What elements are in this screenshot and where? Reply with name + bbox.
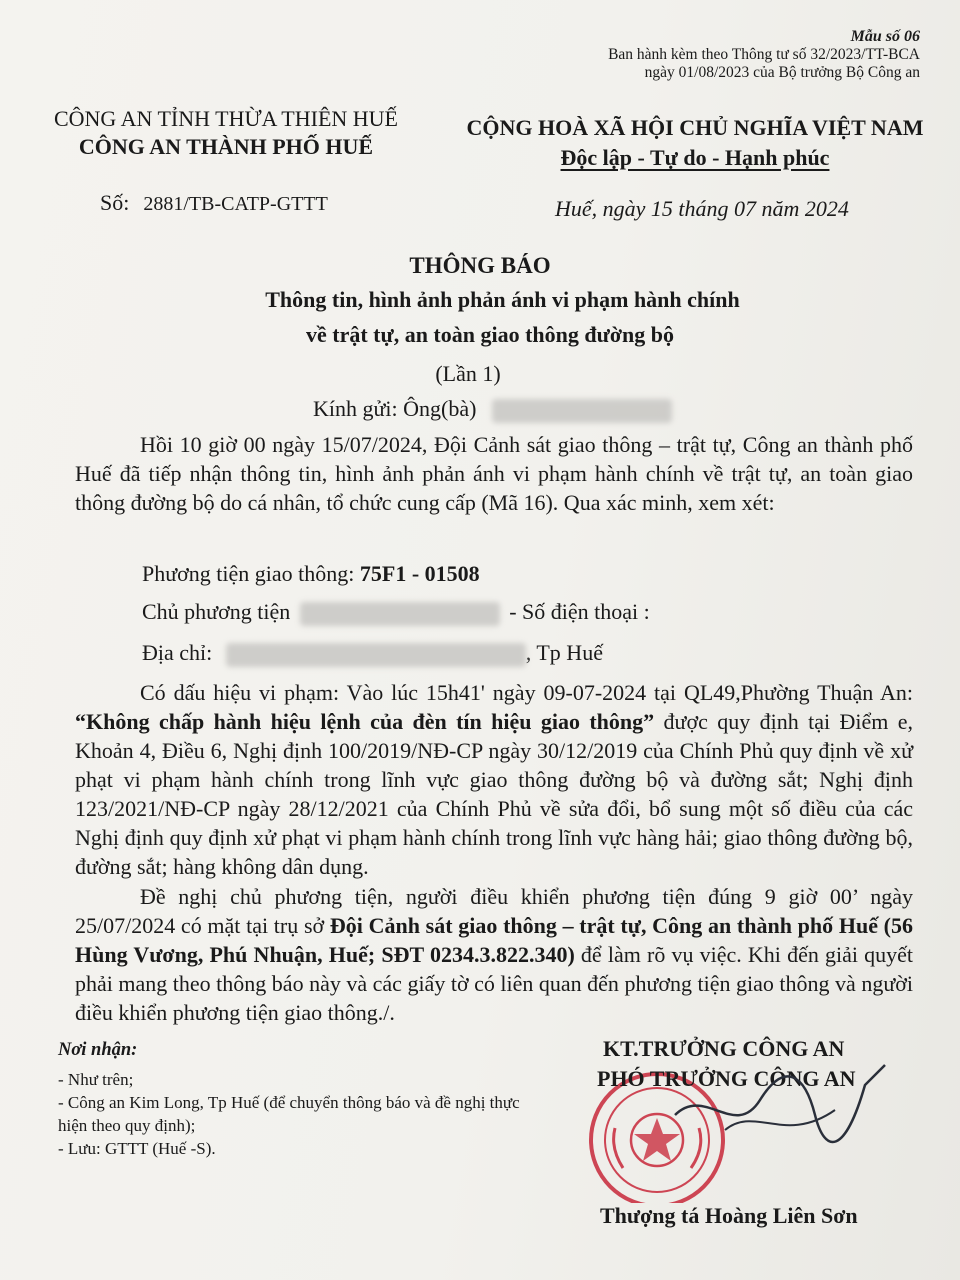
document-subtitle-2: về trật tự, an toàn giao thông đường bộ <box>305 322 674 347</box>
summons-text-1: Đề nghị chủ phương tiện, người điều khiển phương tiện đúng 9 giờ 00’ ngày 25/07/2024 có mặt tại trụ sở <box>75 884 913 938</box>
paragraph-violation <box>75 678 913 881</box>
summons-office: Đội Cảnh sát giao thông – trật tự, Công an thành phố Huế (56 Hùng Vương, Phú Nhuận, Huế; SĐT 0234.3.822.340) <box>75 913 914 967</box>
document-number-label: Số: <box>100 190 130 215</box>
summons-text-2: để làm rõ vụ việc. Khi đến giải quyết phải mang theo thông báo này và các giấy tờ có liên quan đến phương tiện giao thông và người điều khiển phương tiện giao thông./. <box>75 942 914 1025</box>
document-title: THÔNG BÁO <box>409 253 551 278</box>
issuing-agency <box>40 105 412 161</box>
violation-text-2: được quy định tại Điểm e, Khoản 4, Điều 6, Nghị định 100/2019/NĐ-CP ngày 30/12/2019 của Chính Phủ quy định về xử phạt vi phạm hành chính trong lĩnh vực giao thông đường bộ và đường sắt; Nghị định 123/2021/NĐ-CP ngày 28/12/2021 của Chính Phủ về sửa đổi, bổ sung một số điều của các Nghị định quy định xử phạt vi phạm hành chính trong lĩnh vực hàng hải; giao thông đường bộ, đường sắt; hàng không dân dụng. <box>75 709 913 879</box>
address-label: Địa chỉ: <box>142 640 213 665</box>
signature-title-2: PHÓ TRƯỞNG CÔNG AN <box>597 1066 856 1091</box>
redacted-name <box>492 399 672 423</box>
form-issued-line1: Ban hành kèm theo Thông tư số 32/2023/TT-BCA <box>608 46 920 63</box>
owner-phone-label: - Số điện thoại : <box>509 599 650 624</box>
redacted-address <box>226 643 526 667</box>
salutation <box>313 396 672 423</box>
paragraph-summons <box>75 882 913 1027</box>
nation-name: CỘNG HOÀ XÃ HỘI CHỦ NGHĨA VIỆT NAM <box>466 115 924 140</box>
owner-label: Chủ phương tiện <box>142 599 291 624</box>
national-motto: Độc lập - Tự do - Hạnh phúc <box>560 145 830 170</box>
vehicle-label: Phương tiện giao thông: <box>142 561 355 586</box>
paragraph-receipt: Hồi 10 giờ 00 ngày 15/07/2024, Đội Cảnh sát giao thông – trật tự, Công an thành phố Huế đã tiếp nhận thông tin, hình ảnh phản ánh vi phạm hành chính về trật tự, an toàn giao thông đường bộ do cá nhân, tổ chức cung cấp (Mã 16). Qua xác minh, xem xét: <box>75 432 913 515</box>
document-number <box>100 190 328 216</box>
redacted-owner <box>300 602 500 626</box>
owner-line <box>142 599 650 626</box>
address-line <box>142 640 603 667</box>
address-city: , Tp Huế <box>525 640 603 665</box>
recipients-list <box>58 1068 528 1160</box>
vehicle-plate: 75F1 - 01508 <box>359 561 480 586</box>
signature-title-1: KT.TRƯỞNG CÔNG AN <box>603 1036 845 1061</box>
form-issued-line2: ngày 01/08/2023 của Bộ trưởng Bộ Công an <box>644 64 920 81</box>
salutation-label: Kính gửi: Ông(bà) <box>313 396 477 421</box>
form-number: Mẫu số 06 <box>850 28 920 45</box>
document-number-value: 2881/TB-CATP-GTTT <box>143 193 328 215</box>
signer-name: Thượng tá Hoàng Liên Sơn <box>600 1203 858 1228</box>
violation-description: “Không chấp hành hiệu lệnh của đèn tín hiệu giao thông” <box>75 709 655 734</box>
document-subtitle-1: Thông tin, hình ảnh phản ánh vi phạm hành chính <box>265 287 740 312</box>
violation-text-1: Có dấu hiệu vi phạm: Vào lúc 15h41' ngày 09-07-2024 tại QL49,Phường Thuận An: <box>140 680 913 705</box>
vehicle-line <box>142 561 480 587</box>
attempt-number: (Lần 1) <box>435 361 501 386</box>
handwritten-signature <box>665 1045 895 1175</box>
agency-name: CÔNG AN THÀNH PHỐ HUẾ <box>78 134 374 159</box>
recipient-item: - Công an Kim Long, Tp Huế (để chuyển thông báo và đề nghị thực hiện theo quy định); <box>58 1093 520 1135</box>
form-number-block <box>608 28 920 82</box>
recipients-heading: Nơi nhận: <box>58 1040 138 1060</box>
agency-parent: CÔNG AN TỈNH THỪA THIÊN HUẾ <box>53 106 398 131</box>
dateline: Huế, ngày 15 tháng 07 năm 2024 <box>555 196 849 221</box>
recipient-item: - Như trên; <box>58 1070 134 1089</box>
national-header <box>445 113 945 173</box>
recipient-item: - Lưu: GTTT (Huế -S). <box>58 1139 216 1158</box>
